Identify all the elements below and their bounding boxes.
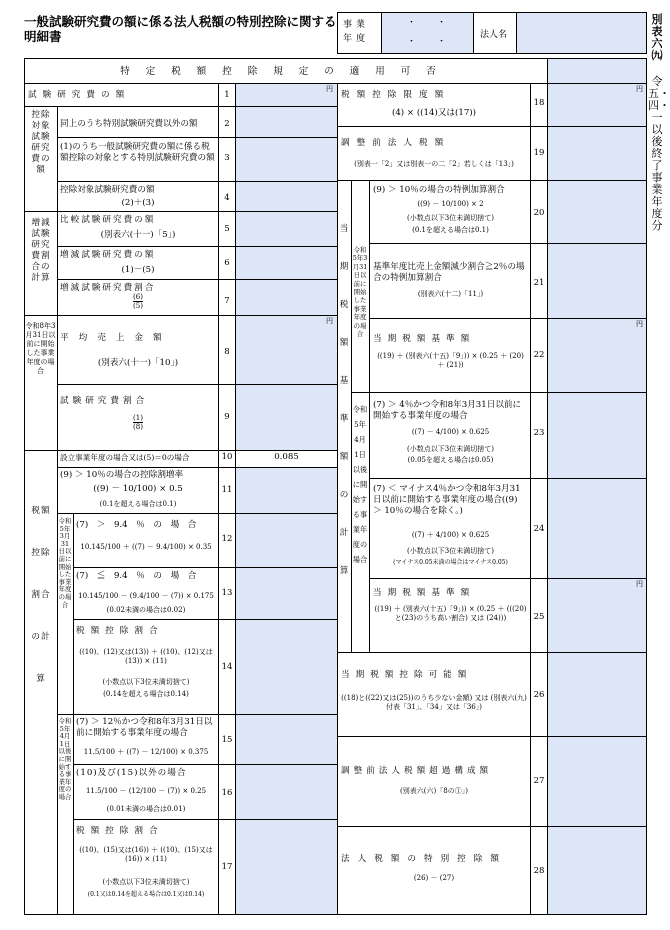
row22-l2: ((19) ＋ (別表六(十五)「9」)) × (0.25 ＋ (20) ＋ (21)) — [377, 352, 524, 369]
row12-l1: (7) ＞ 9.4 ％ の 場 合 — [76, 520, 197, 530]
row28-l1: 法人税額の特別控除額 — [341, 854, 507, 864]
row5-formula: (別表六(十一)「5」) — [100, 230, 176, 240]
row20-l2: ((9) － 10/100) × 2 — [417, 200, 484, 208]
row21-l2: (別表六(十二)「11」) — [417, 290, 484, 298]
row23-no: 23 — [533, 428, 545, 438]
row10-label: 設立事業年度の場合又は(5)＝0の場合 — [60, 453, 190, 462]
row24-l4: (マイナス0.05未満の場合はマイナス0.05) — [393, 559, 508, 566]
row22-l1: 当期税額基準額 — [373, 334, 476, 344]
row6-label: 増減試験研究費の額 — [60, 250, 156, 260]
corp-name-label: 法人名 — [480, 30, 508, 40]
fiscal-year-dot-2: ・ — [437, 18, 447, 28]
row24-l3: (小数点以下3位未満切捨て) — [407, 547, 494, 555]
row2-no: 2 — [224, 119, 230, 129]
row20-l4: (0.1を超える場合は0.1) — [412, 226, 489, 234]
row17-l4: (0.1又は0.14を超える場合は0.1又は0.14) — [87, 891, 205, 898]
row24-no: 24 — [533, 524, 545, 534]
row27-no: 27 — [533, 776, 545, 786]
row16-l2: 11.5/100 － (12/100 － (7)) × 0.25 — [85, 787, 207, 795]
row4-label: 控除対象試験研究費の額 — [60, 185, 155, 195]
group-kijun: 当期税額基準額の計算 — [339, 224, 350, 576]
row6-no: 6 — [224, 258, 230, 268]
fiscal-year-dot-4: ・ — [437, 37, 447, 47]
row20-l3: (小数点以下3位未満切捨て) — [407, 214, 494, 222]
row14-no: 14 — [221, 662, 233, 672]
row23-l2: ((7) － 4/100) × 0.625 — [411, 428, 490, 436]
row7-den: (5) — [133, 302, 143, 310]
row14-l3: (小数点以下3位未満切捨て) — [102, 678, 190, 686]
row20-no: 20 — [533, 208, 545, 218]
row15-l2: 11.5/100 ＋ ((7) － 12/100) × 0.375 — [83, 748, 209, 756]
row23-l1: (7) ＞ 4％かつ令和8年3月31日以前に開始する事業年度の場合 — [373, 400, 522, 421]
row10-no: 10 — [221, 452, 233, 462]
row11-no: 11 — [221, 485, 233, 495]
row17-l3: (小数点以下3位未満切捨て) — [102, 878, 190, 886]
row7-no: 7 — [224, 296, 230, 306]
row16-l1: (10)及び(15)以外の場合 — [76, 768, 187, 778]
row14-l4: (0.14を超える場合は0.14) — [103, 690, 189, 698]
row8-label: 平均売上金額 — [60, 333, 172, 343]
form-code: 別表六㈨ — [651, 13, 663, 62]
row27-l2: (別表六(六)「8の①」) — [400, 787, 468, 795]
group-zougen: 増減試験研究費割合の計算 — [31, 218, 51, 283]
row22-no: 22 — [533, 350, 545, 360]
group-r5-6: 令和5年4月1日以後に開始する事業年度の場合 — [352, 405, 368, 564]
fiscal-year-input[interactable] — [382, 13, 473, 53]
group-r5-4: 令和5年4月1日以後に開始する事業年度の場合 — [58, 717, 72, 801]
row7-fraction — [60, 293, 216, 310]
row8-no: 8 — [224, 347, 230, 357]
row23-l4: (0.05を超える場合は0.05) — [407, 456, 494, 464]
row23-l3: (小数点以下3位未満切捨て) — [407, 445, 494, 453]
section-header: 特定税額控除規定の適用可否 — [120, 66, 452, 77]
row17-l2: ((10)、(15)又は(16)) ＋ ((10)、(15)又は(16)) × (11) — [79, 846, 213, 863]
row12-no: 12 — [221, 534, 233, 544]
yen-1: 円 — [326, 85, 333, 93]
row20-l1: (9) ＞ 10％の場合の特例加算割合 — [373, 185, 505, 195]
row25-l2: ((19) ＋ (別表六(十五)「9」)) × (0.25 ＋ (((20)と(23)のうち高い割合) 又は (24))) — [374, 605, 527, 622]
row25-no: 25 — [533, 612, 545, 622]
row21-l1: 基準年度比売上金額減少割合≧2％の場合の特例加算割合 — [373, 262, 525, 283]
row26-no: 26 — [533, 690, 545, 700]
row24-l1: (7) ＜ マイナス4％かつ令和8年3月31日以前に開始する事業年度の場合((9) ＞ 10％の場合を除く。) — [373, 484, 521, 516]
row19-label: 調整前法人税額 — [341, 138, 451, 148]
row4-formula: (2)＋(3) — [121, 198, 155, 208]
corp-name-input[interactable] — [517, 13, 646, 53]
row9-num: (1) — [133, 414, 143, 422]
row7-num: (6) — [133, 293, 143, 301]
row9-den: (8) — [133, 423, 143, 431]
yen-8: 円 — [326, 317, 333, 325]
row28-l2: (26) － (27) — [413, 874, 455, 882]
row18-formula: (4) × ((14)又は(17)) — [391, 108, 476, 118]
row27-l1: 調整前法人税額超過構成額 — [341, 766, 493, 776]
row14-l2: ((10)、(12)又は(13)) ＋ ((10)、(12)又は(13)) × (11) — [79, 648, 213, 665]
row21-no: 21 — [533, 278, 545, 288]
row25-l1: 当期税額基準額 — [373, 588, 476, 598]
row5-label: 比較試験研究費の額 — [60, 215, 156, 225]
group-r5-5: 令和5年3月31日以前に開始した事業年度の場合 — [352, 246, 368, 339]
row12-l2: 10.145/100 ＋ ((7) － 9.4/100) × 0.35 — [80, 543, 212, 551]
row16-l3: (0.01未満の場合は0.01) — [106, 805, 186, 813]
row9-label: 試験研究費割合 — [60, 396, 149, 406]
applicability-input[interactable] — [548, 59, 646, 83]
row1-no: 1 — [224, 90, 230, 100]
row9-fraction — [60, 414, 216, 431]
row13-l2: 10.145/100 － (9.4/100 － (7)) × 0.175 — [78, 592, 214, 600]
row17-no: 17 — [221, 862, 233, 872]
row3-label: (1)のうち一般試験研究費の額に係る税額控除の対象とする特別試験研究費の額 — [60, 142, 215, 163]
form-title: 一般試験研究費の額に係る法人税額の特別控除に関する明細書 — [24, 14, 337, 44]
row16-no: 16 — [221, 788, 233, 798]
row9-no: 9 — [224, 412, 230, 422]
row4-no: 4 — [224, 193, 230, 203]
group-r5-3: 令和5年3月31日以前に開始した事業年度の場合 — [58, 517, 72, 609]
row26-l1: 当期税額控除可能額 — [341, 670, 473, 680]
group-r5-1: 令和8年3月31日以前に開始した事業年度の場合 — [25, 322, 56, 375]
row17-l1: 税額控除割合 — [76, 826, 164, 836]
row18-no: 18 — [533, 98, 545, 108]
row7-label: 増減試験研究費割合 — [60, 283, 156, 293]
right-input-column[interactable] — [548, 84, 646, 914]
row15-l1: (7) ＞ 12％かつ令和8年3月31日以前に開始する事業年度の場合 — [76, 717, 213, 738]
row6-formula: (1)－(5) — [121, 265, 155, 275]
row13-l3: (0.02未満の場合は0.02) — [106, 606, 186, 614]
row11-l3: (0.1を超える場合は0.1) — [99, 500, 177, 508]
yen-22: 円 — [636, 320, 643, 328]
row28-no: 28 — [533, 866, 545, 876]
row26-l2: ((18)と((22)又は(25))のうち少ない金額) 又は (別表六(九)付表「31」、「34」又は「36」) — [341, 694, 527, 711]
row19-no: 19 — [533, 148, 545, 158]
group-koujo: 控除対象試験研究費の額 — [31, 110, 51, 175]
fiscal-year-dot-3: ・ — [407, 37, 417, 47]
row19-formula: (別表一「2」又は別表一の二「2」若しくは「13」) — [354, 160, 514, 168]
yen-25: 円 — [636, 580, 643, 588]
group-shisan: 税額控除割合の計算 — [31, 506, 51, 684]
row18-label: 税額控除限度額 — [341, 90, 451, 100]
row10-value: 0.085 — [274, 452, 299, 462]
row24-l2: ((7) ＋ 4/100) × 0.625 — [411, 531, 490, 539]
row3-no: 3 — [224, 153, 230, 163]
row14-l1: 税額控除割合 — [76, 626, 164, 636]
period-note: 令五・四・一以後終了事業年度分 — [648, 75, 670, 232]
row11-l1: (9) ＞ 10％の場合の控除割増率 — [60, 470, 184, 480]
left-input-column[interactable] — [236, 84, 337, 914]
fiscal-year-dot-1: ・ — [407, 18, 417, 28]
row8-formula: (別表六(十一)「10」) — [97, 358, 179, 368]
row5-no: 5 — [224, 224, 230, 234]
row11-l2: ((9) － 10/100) × 0.5 — [93, 484, 183, 494]
row2-label: 同上のうち特別試験研究費以外の額 — [60, 119, 198, 129]
row13-l1: (7) ≦ 9.4 ％ の 場 合 — [76, 571, 197, 581]
row1-label: 試験研究費の額 — [28, 90, 131, 100]
row15-no: 15 — [221, 735, 233, 745]
row13-no: 13 — [221, 588, 233, 598]
fiscal-year-label: 事業年度 — [343, 20, 370, 44]
yen-18: 円 — [636, 85, 643, 93]
